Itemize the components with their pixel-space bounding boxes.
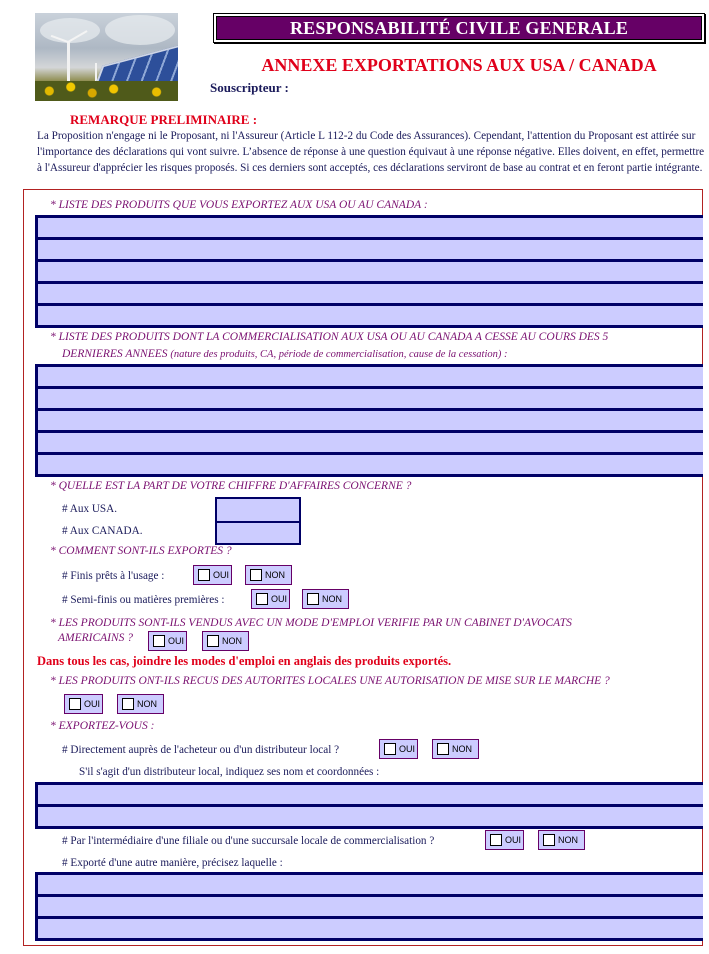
autre-input-3[interactable] [38, 916, 703, 938]
authorization-non-checkbox[interactable] [117, 694, 164, 714]
oui-label: OUI [213, 570, 230, 580]
products-ceased-input-3[interactable] [38, 408, 703, 430]
products-ceased-input-1[interactable] [38, 364, 703, 386]
cloud-shape [105, 15, 175, 45]
products-exported-input-5[interactable] [38, 303, 703, 325]
products-ceased-input-5[interactable] [38, 452, 703, 474]
title-bar [213, 13, 705, 43]
usa-share-input[interactable] [217, 499, 299, 521]
distributeur-input-1[interactable] [38, 782, 703, 804]
checkbox-icon [250, 569, 262, 581]
non-label: NON [222, 636, 242, 646]
question-revenue-share: * QUELLE EST LA PART DE VOTRE CHIFFRE D'AFFAIRES CONCERNE ? [50, 480, 412, 492]
checkbox-icon [122, 698, 134, 710]
page-subtitle: ANNEXE EXPORTATIONS AUX USA / CANADA [261, 55, 657, 75]
autre-input-2[interactable] [38, 894, 703, 916]
finis-oui-checkbox[interactable] [193, 565, 232, 585]
question-export-channel: * EXPORTEZ-VOUS : [50, 720, 155, 732]
question-products-exported: * LISTE DES PRODUITS QUE VOUS EXPORTEZ AUX USA OU AU CANADA : [50, 199, 428, 211]
distributeur-input-2[interactable] [38, 804, 703, 826]
checkbox-icon [543, 834, 555, 846]
checkbox-icon [153, 635, 165, 647]
products-ceased-input-2[interactable] [38, 386, 703, 408]
oui-label: OUI [271, 594, 288, 604]
usa-label: # Aux USA. [62, 503, 118, 515]
warning-text: Dans tous les cas, joindre les modes d'emploi en anglais des produits exportés. [37, 654, 452, 668]
filiale-non-checkbox[interactable] [538, 830, 585, 850]
souscripteur-label: Souscripteur : [210, 80, 289, 95]
remarque-title: REMARQUE PRELIMINAIRE : [70, 112, 258, 127]
checkbox-icon [307, 593, 319, 605]
checkbox-icon [198, 569, 210, 581]
question-export-form: * COMMENT SONT-ILS EXPORTES ? [50, 545, 232, 557]
distributeur-input-group [35, 782, 703, 829]
sunflowers-field [35, 81, 178, 101]
non-label: NON [558, 835, 578, 845]
direct-non-checkbox[interactable] [432, 739, 479, 759]
question-mode-emploi-line2: AMERICAINS ? [58, 632, 134, 644]
checkbox-icon [69, 698, 81, 710]
products-exported-input-group [35, 215, 703, 328]
question-products-ceased-line1: * LISTE DES PRODUITS DONT LA COMMERCIALISATION AUX USA OU AU CANADA A CESSE AU COURS DES 5 [50, 331, 609, 343]
oui-label: OUI [505, 835, 522, 845]
products-ceased-input-group [35, 364, 703, 477]
checkbox-icon [207, 635, 219, 647]
products-exported-input-3[interactable] [38, 259, 703, 281]
authorization-oui-checkbox[interactable] [64, 694, 103, 714]
checkbox-icon [437, 743, 449, 755]
products-exported-input-2[interactable] [38, 237, 703, 259]
checkbox-icon [384, 743, 396, 755]
products-exported-input-4[interactable] [38, 281, 703, 303]
distributeur-label: S'il s'agit d'un distributeur local, indiquez ses nom et coordonnées : [79, 766, 380, 778]
question-products-ceased-desc: (nature des produits, CA, période de commercialisation, cause de la cessation) : [170, 349, 508, 360]
non-label: NON [322, 594, 342, 604]
header-photo [35, 13, 178, 101]
finis-label: # Finis prêts à l'usage : [62, 570, 165, 582]
filiale-oui-checkbox[interactable] [485, 830, 524, 850]
oui-label: OUI [84, 699, 101, 709]
question-market-authorization: * LES PRODUITS ONT-ILS RECUS DES AUTORITES LOCALES UNE AUTORISATION DE MISE SUR LE MARCHE ? [50, 675, 610, 687]
question-products-ceased-line2 [62, 348, 508, 360]
canada-share-input[interactable] [217, 521, 299, 543]
revenue-share-inputs [215, 497, 301, 545]
autre-input-1[interactable] [38, 872, 703, 894]
question-products-ceased-main: DERNIERES ANNEES [62, 348, 171, 360]
direct-oui-checkbox[interactable] [379, 739, 418, 759]
semi-finis-oui-checkbox[interactable] [251, 589, 290, 609]
checkbox-icon [490, 834, 502, 846]
checkbox-icon [256, 593, 268, 605]
oui-label: OUI [399, 744, 416, 754]
autre-input-group [35, 872, 703, 941]
remarque-text: La Proposition n'engage ni le Proposant, ni l'Assureur (Article L 112-2 du Code des Assurances). Cependant, l'attention du Proposant est attirée sur l'importance des déclarations qui vont suivre. L’absence de réponse à une question équivaut à une réponse négative. Elles doivent, en effet, permettre à l'Assureur d'apprécier les risques proposés. Si ces derniers sont acceptés, ces déclarations serviront de base au contrat et en feront partie intégrante. [37, 130, 705, 174]
non-label: NON [137, 699, 157, 709]
canada-label: # Aux CANADA. [62, 525, 143, 537]
non-label: NON [452, 744, 472, 754]
filiale-label: # Par l'intermédiaire d'une filiale ou d'une succursale locale de commercialisation ? [62, 835, 435, 847]
products-ceased-input-4[interactable] [38, 430, 703, 452]
mode-emploi-non-checkbox[interactable] [202, 631, 249, 651]
direct-label: # Directement auprès de l'acheteur ou d'un distributeur local ? [62, 744, 340, 756]
non-label: NON [265, 570, 285, 580]
oui-label: OUI [168, 636, 185, 646]
mode-emploi-oui-checkbox[interactable] [148, 631, 187, 651]
semi-finis-non-checkbox[interactable] [302, 589, 349, 609]
autre-label: # Exporté d'une autre manière, précisez laquelle : [62, 857, 283, 869]
page-title: RESPONSABILITÉ CIVILE GENERALE [216, 16, 702, 40]
question-mode-emploi-line1: * LES PRODUITS SONT-ILS VENDUS AVEC UN MODE D'EMPLOI VERIFIE PAR UN CABINET D'AVOCATS [50, 617, 572, 629]
semi-finis-label: # Semi-finis ou matières premières : [62, 594, 225, 606]
products-exported-input-1[interactable] [38, 215, 703, 237]
finis-non-checkbox[interactable] [245, 565, 292, 585]
